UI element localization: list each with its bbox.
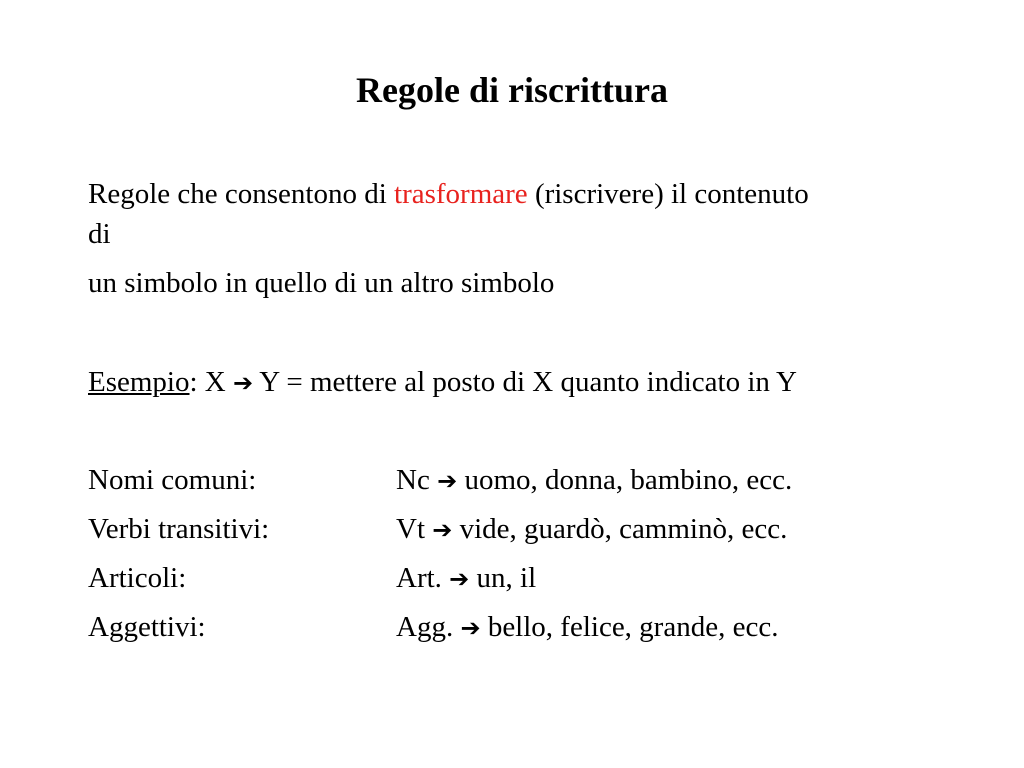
rule-category: Aggettivi: <box>88 611 206 643</box>
rule-category: Articoli: <box>88 562 187 594</box>
intro-line-2-text: un simbolo in quello di un altro simbolo <box>88 267 555 299</box>
rule-symbol: Agg. <box>396 611 461 643</box>
intro-highlight: trasformare <box>394 178 528 210</box>
rule-values: uomo, donna, bambino, ecc. <box>457 464 793 496</box>
rule-symbol: Vt <box>396 513 433 545</box>
intro-line-2 <box>88 265 554 301</box>
rule-values: vide, guardò, camminò, ecc. <box>452 513 788 545</box>
intro-line-1 <box>88 176 809 212</box>
rule-row-verbi <box>88 511 787 548</box>
arrow-right-icon: ➔ <box>437 467 458 495</box>
intro-text-after: (riscrivere) il contenuto <box>527 178 809 210</box>
arrow-right-icon: ➔ <box>432 516 453 544</box>
rule-symbol: Art. <box>396 562 450 594</box>
rule-row-articoli <box>88 560 536 597</box>
rule-symbol: Nc <box>396 464 438 496</box>
rule-category: Nomi comuni: <box>88 464 257 496</box>
intro-wrap-text: di <box>88 218 111 250</box>
rule-values: bello, felice, grande, ecc. <box>480 611 779 643</box>
arrow-right-icon: ➔ <box>449 565 470 593</box>
rule-row-nomi <box>88 462 792 499</box>
example-text-a: : X <box>189 366 233 398</box>
rule-category: Verbi transitivi: <box>88 513 270 545</box>
example-line <box>88 364 797 401</box>
example-text-b: Y = mettere al posto di X quanto indicato in Y <box>253 366 797 398</box>
example-label: Esempio <box>88 366 190 398</box>
rule-row-aggettivi <box>88 609 778 646</box>
intro-wrap-line <box>88 216 111 252</box>
slide-title: Regole di riscrittura <box>356 70 668 110</box>
rule-values: un, il <box>469 562 537 594</box>
intro-text-before: Regole che consentono di <box>88 178 395 210</box>
arrow-right-icon: ➔ <box>460 614 481 642</box>
arrow-right-icon: ➔ <box>233 369 254 397</box>
